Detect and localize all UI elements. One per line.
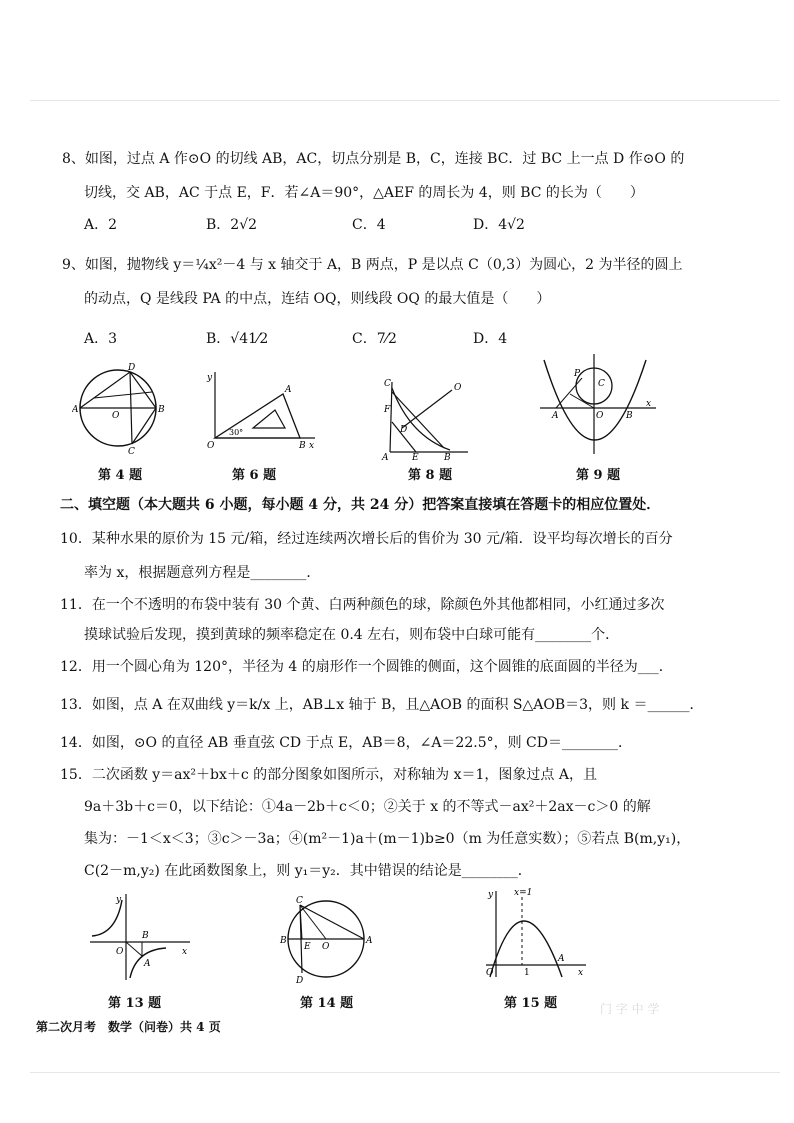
svg-text:30°: 30° [229, 428, 244, 437]
svg-text:O: O [596, 411, 604, 421]
page-footer: 第二次月考 数学（问卷）共 4 页 [36, 1020, 221, 1034]
q15-line1: 15．二次函数 y＝ax²＋bx＋c 的部分图象如图所示，对称轴为 x＝1，图象过点 A，且 [60, 767, 597, 783]
caption-q13: 第 13 题 [108, 996, 162, 1011]
svg-text:D: D [400, 425, 408, 435]
svg-text:C: C [128, 447, 135, 457]
q14: 14．如图，⊙O 的直径 AB 垂直弦 CD 于点 E，AB＝8，∠A＝22.5°，则 CD＝________． [60, 735, 632, 751]
q8-option-a: A．2 [84, 217, 118, 233]
svg-text:x: x [309, 441, 315, 451]
figure-q8 [380, 376, 480, 461]
figure-q6 [205, 368, 320, 453]
q8-line1: 8、如图，过点 A 作⊙O 的切线 AB，AC，切点分别是 B，C，连接 BC．过 BC 上一点 D 作⊙O 的 [62, 151, 685, 167]
q8-line2: 切线，交 AB，AC 于点 E，F．若∠A＝90°，△AEF 的周长为 4，则 BC 的长为（ ） [84, 185, 644, 201]
q8-option-b: B．2√2 [206, 217, 258, 233]
svg-text:C: C [296, 896, 303, 906]
svg-text:1: 1 [524, 968, 530, 978]
svg-text:x: x [646, 399, 652, 409]
q9-option-a: A．3 [84, 331, 118, 347]
svg-text:D: D [128, 363, 136, 373]
svg-text:A: A [558, 954, 565, 964]
svg-text:A: A [144, 959, 151, 969]
bottom-border [30, 1072, 780, 1073]
caption-q6: 第 6 题 [232, 468, 277, 483]
q8-option-d: D．4√2 [473, 217, 525, 233]
q15-line3: 集为：－1＜x＜3；③c＞－3a；④(m²－1)a＋(m－1)b≥0（m 为任意实数）；⑤若点 B(m,y₁)， [84, 831, 691, 847]
figure-q9 [530, 350, 660, 460]
svg-text:P: P [574, 369, 581, 379]
figure-q4 [72, 362, 172, 462]
svg-text:y: y [116, 895, 122, 905]
svg-text:y: y [488, 890, 494, 900]
svg-text:F: F [384, 405, 391, 415]
q15-line2: 9a＋3b＋c＝0，以下结论：①4a－2b＋c＜0；②关于 x 的不等式－ax²＋2ax－c＞0 的解 [84, 799, 651, 815]
svg-text:O: O [454, 383, 462, 393]
svg-text:C: C [384, 379, 391, 389]
svg-text:O: O [322, 942, 330, 952]
svg-text:B: B [280, 936, 287, 946]
svg-text:C: C [598, 379, 605, 389]
svg-text:D: D [296, 976, 304, 985]
watermark: 门 字 中 学 [600, 1002, 660, 1016]
svg-text:B: B [626, 411, 633, 421]
q15-line4: C(2－m,y₂) 在此函数图象上，则 y₁＝y₂．其中错误的结论是________． [84, 863, 532, 879]
q8-option-c: C．4 [352, 217, 386, 233]
q9-option-c: C．7⁄2 [352, 331, 397, 347]
svg-text:O: O [116, 947, 124, 957]
svg-text:B: B [142, 931, 149, 941]
caption-q15: 第 15 题 [504, 996, 558, 1011]
svg-text:A: A [72, 405, 79, 415]
svg-text:x=1: x=1 [514, 888, 533, 898]
caption-q8: 第 8 题 [408, 468, 453, 483]
svg-text:E: E [412, 453, 419, 461]
svg-text:E: E [304, 942, 311, 952]
svg-text:O: O [207, 441, 215, 451]
figure-q15 [480, 885, 590, 980]
caption-q14: 第 14 题 [300, 996, 354, 1011]
caption-q4: 第 4 题 [98, 468, 143, 483]
q13: 13．如图，点 A 在双曲线 y＝k/x 上，AB⊥x 轴于 B，且△AOB 的面积 S△AOB＝3，则 k ＝______． [60, 697, 704, 713]
q11-line1: 11．在一个不透明的布袋中装有 30 个黄、白两种颜色的球，除颜色外其他都相同，小红通过多次 [60, 597, 665, 613]
svg-text:A: A [285, 385, 292, 395]
svg-text:B: B [299, 441, 306, 451]
svg-text:x: x [182, 947, 188, 957]
svg-text:B: B [444, 453, 451, 461]
svg-text:O: O [486, 968, 494, 978]
svg-text:y: y [207, 373, 213, 383]
q9-option-b: B．√41⁄2 [206, 331, 269, 347]
caption-q9: 第 9 题 [576, 468, 621, 483]
section-2-heading: 二、填空题（本大题共 6 小题，每小题 4 分，共 24 分）把答案直接填在答题卡的相应位置处． [60, 497, 661, 513]
q9-line2: 的动点，Q 是线段 PA 的中点，连结 OQ，则线段 OQ 的最大值是（ ） [84, 291, 551, 307]
figure-q13 [86, 890, 196, 985]
svg-text:A: A [366, 936, 373, 946]
svg-text:B: B [158, 405, 165, 415]
figure-q14 [278, 895, 378, 985]
q10-line2: 率为 x，根据题意列方程是________． [84, 565, 321, 581]
q9-line1: 9、如图，抛物线 y＝¼x²－4 与 x 轴交于 A，B 两点，P 是以点 C（0,3）为圆心，2 为半径的圆上 [62, 257, 683, 273]
svg-text:A: A [382, 453, 389, 461]
svg-text:O: O [112, 411, 120, 421]
svg-text:A: A [552, 411, 559, 421]
top-border [30, 100, 780, 101]
q11-line2: 摸球试验后发现，摸到黄球的频率稳定在 0.4 左右，则布袋中白球可能有________个． [84, 627, 620, 643]
q12: 12．用一个圆心角为 120°，半径为 4 的扇形作一个圆锥的侧面，这个圆锥的底面圆的半径为___． [60, 659, 673, 675]
q9-option-d: D．4 [473, 331, 508, 347]
q10-line1: 10．某种水果的原价为 15 元/箱，经过连续两次增长后的售价为 30 元/箱．设平均每次增长的百分 [60, 531, 673, 547]
svg-text:x: x [578, 968, 584, 978]
